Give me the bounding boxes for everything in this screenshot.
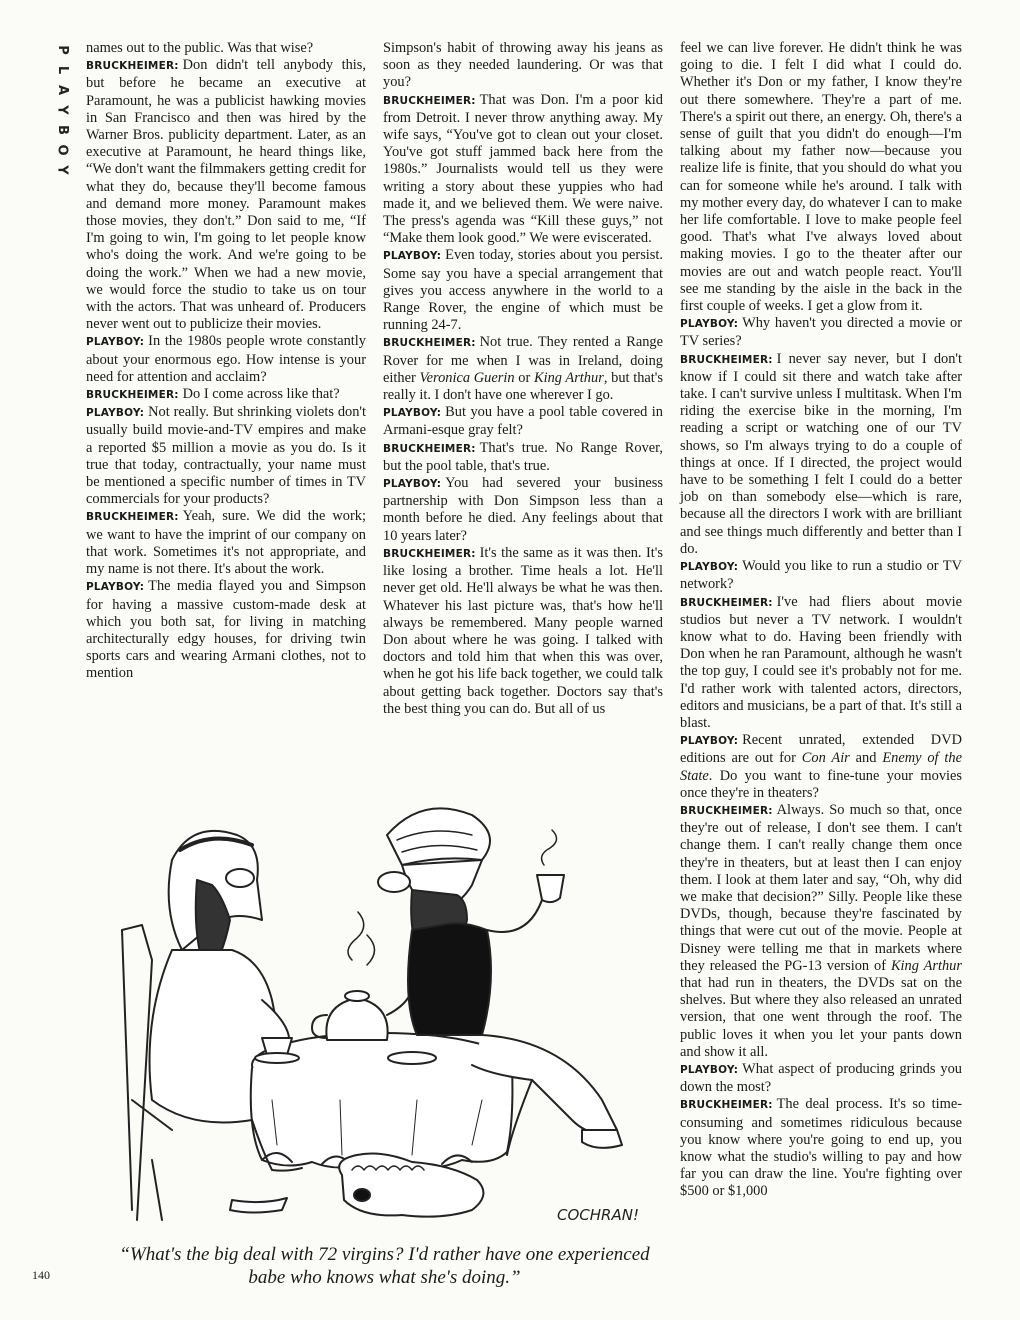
paragraph-text: Recent unrated, extended DVD editions are out for [680,732,962,767]
paragraph-text: It's the same as it was then. It's like losing a brother. Time heals a lot. He'll never get old. He'll always be what he was then. Whatever his last picture was, that's how he'll always be remembered. Many people warned Don about where he was going. I talked with doctors and told him that when this was over, when he got his life back together, we could talk about getting back together. Doctors say that's the best thing you can do. But all of us [383,544,663,717]
cartoon-illustration [112,800,657,1240]
article-paragraph [86,333,366,386]
paragraph-text: In the 1980s people wrote constantly about your enormous ego. How intense is your need for attention and acclaim? [86,333,366,385]
speaker-playboy: PLAYBOY: [680,561,739,574]
paragraph-text: Even today, stories about you persist. Some say you have a special arrangement that gives you access anywhere in the world to a Range Rover, the engine of which must be running 24-7. [383,247,663,334]
title-italic: Veronica Guerin [419,369,515,386]
speaker-bruckheimer: BRUCKHEIMER: [680,353,773,366]
paragraph-text: or [514,369,534,386]
article-paragraph [383,247,663,334]
article-paragraph [383,545,663,718]
article-paragraph [680,40,962,315]
paragraph-text: names out to the public. Was that wise? [86,40,314,56]
paragraph-text: Why haven't you directed a movie or TV series? [680,315,962,350]
page-number: 140 [32,1268,50,1282]
article-paragraph [86,57,366,333]
paragraph-text: that had run in theaters, the DVDs sat on the shelves. But where they also released an unrated version, that one went through the roof. The public loves it when you let your pants down and show it all. [680,974,962,1060]
article-paragraph [680,558,962,593]
paragraph-text: Do I come across like that? [182,386,340,403]
speaker-bruckheimer: BRUCKHEIMER: [383,547,476,560]
teapot [326,998,387,1040]
speaker-playboy: PLAYBOY: [86,407,145,420]
title-italic: King Arthur [890,957,962,974]
article-paragraph [680,1096,962,1200]
article-paragraph [86,386,366,404]
right-man-cup [537,875,564,902]
article-paragraph [383,40,663,92]
speaker-bruckheimer: BRUCKHEIMER: [680,1099,773,1112]
article-paragraph [383,404,663,439]
speaker-playboy: PLAYBOY: [86,336,145,349]
speaker-bruckheimer: BRUCKHEIMER: [383,442,476,455]
article-paragraph [383,334,663,404]
speaker-playboy: PLAYBOY: [383,250,442,263]
paragraph-text: Would you like to run a studio or TV network? [680,558,962,593]
article-paragraph [680,315,962,350]
paragraph-text: What aspect of producing grinds you down the most? [680,1060,962,1096]
left-man-nose [226,869,254,887]
article-paragraph [86,578,366,682]
paragraph-text: Yeah, sure. We did the work; we want to have the imprint of our company on that work. Sometimes it's not appropriate, and my name is not there. It's about the work. [86,508,366,578]
speaker-bruckheimer: BRUCKHEIMER: [680,804,773,817]
article-paragraph [383,440,663,475]
side-label-letter: B [54,125,70,135]
paragraph-text: and [849,750,883,767]
sheep [339,1154,483,1217]
paragraph-text: Simpson's habit of throwing away his jeans as soon as they needed laundering. Or was that you? [383,40,663,91]
speaker-bruckheimer: BRUCKHEIMER: [86,389,179,402]
paragraph-text: Not really. But shrinking violets don't usually build movie-and-TV empires and make a reported $5 million a movie as you do. Is it true that today, contractually, your name must be mentioned a specific number of times in TV commercials for your products? [86,404,366,508]
article-paragraph [383,92,663,248]
paragraph-text: The media flayed you and Simpson for having a massive custom-made desk at which you both sat, for living in matching architecturally edgy houses, for driving twin sports cars and wearing Armani clothes, not to mention [86,578,366,682]
speaker-bruckheimer: BRUCKHEIMER: [383,337,476,350]
side-label-letter: A [55,84,70,96]
speaker-playboy: PLAYBOY: [86,581,145,594]
title-italic: Enemy of the State [680,750,962,784]
article-paragraph [680,594,962,733]
side-label-letter: O [55,144,70,156]
paragraph-text: You had severed your business partnership with Don Simpson less than a month before he died. Any feelings about that 10 years later? [383,475,663,544]
cartoon-signature: COCHRAN! [557,1206,639,1224]
title-italic: Con Air [801,750,850,767]
paragraph-text: I've had fliers about movie studios but never a TV network. I wouldn't know what to do. Having been friendly with Don when he ran Paramount, although he wasn't the top guy, I could see it's probably not for me. I'd rather work with talented actors, directors, editors and musicians, be a part of that. It's still a blast. [680,593,962,731]
paragraph-text: The deal process. It's so time-consuming and sometimes ridiculous because you know where you're going to end up, you know what the studio's willing to pay and how far you can draw the line. You're fighting over $500 or $1,000 [680,1096,962,1200]
speaker-playboy: PLAYBOY: [680,1063,739,1076]
speaker-bruckheimer: BRUCKHEIMER: [86,60,179,73]
speaker-bruckheimer: BRUCKHEIMER: [680,596,773,609]
paragraph-text: That was Don. I'm a poor kid from Detroit. I never throw anything away. My wife says, “You've got to clean out your closet. You've got stuff jammed back here from the 1980s.” Journalists would tell us they were writing a story about these yuppies who had made it, and we believed them. We were naive. The press's agenda was “Kill these guys,” not “Make them look good.” We were eviscerated. [383,91,663,247]
paragraph-text: . Do you want to fine-tune your movies once they're in theaters? [680,767,962,801]
side-label-letter: Y [54,165,70,175]
speaker-playboy: PLAYBOY: [383,407,442,420]
paragraph-text: Always. So much so that, once they're out of release, I don't see them. I can't change them. I can't really change them once they're in theaters, but at least then I can enjoy them. I look at them later and say, “Oh, why did we make that decision?” Silly. People like these DVDs, though, because they're fascinated by things that were cut out of the movie. People at Disney were telling me that in markets where they released the PG-13 version of [680,801,962,974]
side-label-letter: Y [54,105,70,115]
speaker-playboy: PLAYBOY: [383,478,442,491]
side-label-letter: L [54,65,70,75]
paragraph-text: That's true. No Range Rover, but the pool table, that's true. [383,439,663,474]
paragraph-text: Not true. They rented a Range Rover for me when I was in Ireland, doing either [383,334,663,386]
right-man-nose [378,872,410,892]
article-paragraph [680,351,962,558]
article-paragraph [680,1061,962,1096]
article-paragraph [680,802,962,1061]
article-column-1 [86,40,366,780]
paragraph-text: I never say never, but I don't know if I could sit there and watch take after take. I can't survive unless I multitask. When I'm riding the exercise bike in the morning, I'm reading a script or watching one of our TV shows, so I'm always trying to do a couple of things at once. If I directed, the project would have to be something I felt I could do a better job on than somebody else—which is rare, because all the directors I work with are brilliant and see things much differently and better than I do. [680,350,962,557]
speaker-playboy: PLAYBOY: [680,318,739,331]
magazine-side-label [46,40,78,180]
speaker-playboy: PLAYBOY: [680,735,739,748]
cartoon-caption: “What's the big deal with 72 virgins? I'd rather have one experienced babe who knows what she's doing.” [119,1244,650,1288]
article-paragraph [86,404,366,508]
paragraph-text: , but that's really it. I don't have one wherever I go. [383,369,663,404]
right-man-vest [408,923,491,1035]
article-paragraph [86,508,366,578]
paragraph-text: But you have a pool table covered in Armani-esque gray felt? [383,404,663,439]
title-italic: King Arthur [533,369,604,386]
article-column-2 [383,40,663,780]
speaker-bruckheimer: BRUCKHEIMER: [383,94,476,107]
side-label-letter: P [55,45,70,55]
paragraph-text: feel we can live forever. He didn't think he was going to die. I felt I did what I could do. Whether it's Don or my father, I know they're out there somewhere. They're a part of me. There's a spirit out there, an energy. Oh, there's a sense of guilt that you didn't do enough—I'm talking about my father now—because you realize life is finite, that you should do what you can for someone while he's around. I talk with my mother every day, do whatever I can to make her life comfortable. I love to make people feel good. That's what I've always loved about making movies. I go to the theater after our movies are out and watch people react. You'll see me standing by the aisle in the back in the first couple of weeks. I get a glow from it. [680,40,962,315]
saucer [388,1052,436,1064]
right-man-turban [387,808,490,865]
article-paragraph [383,475,663,545]
article-paragraph [86,40,366,57]
article-paragraph [680,732,962,802]
article-column-3 [680,40,962,1290]
paragraph-text: Don didn't tell anybody this, but before he became an executive at Paramount, he was a publicist hawking movies in San Francisco and then was hired by the Warner Bros. publicity department. Later, as an executive at Paramount, he heard things like, “We don't want the filmmakers getting credit for what they do, because they'll become famous and demand more money. Paramount makes those movies, they don't.” Don said to me, “If I'm going to win, I'm going to let people know who's doing the work. And we're going to be doing the work.” When we had a new movie, we would force the studio to take us on tour with the actors. That was unheard of. Producers never went out to publicize their movies. [86,57,366,333]
speaker-bruckheimer: BRUCKHEIMER: [86,511,179,524]
